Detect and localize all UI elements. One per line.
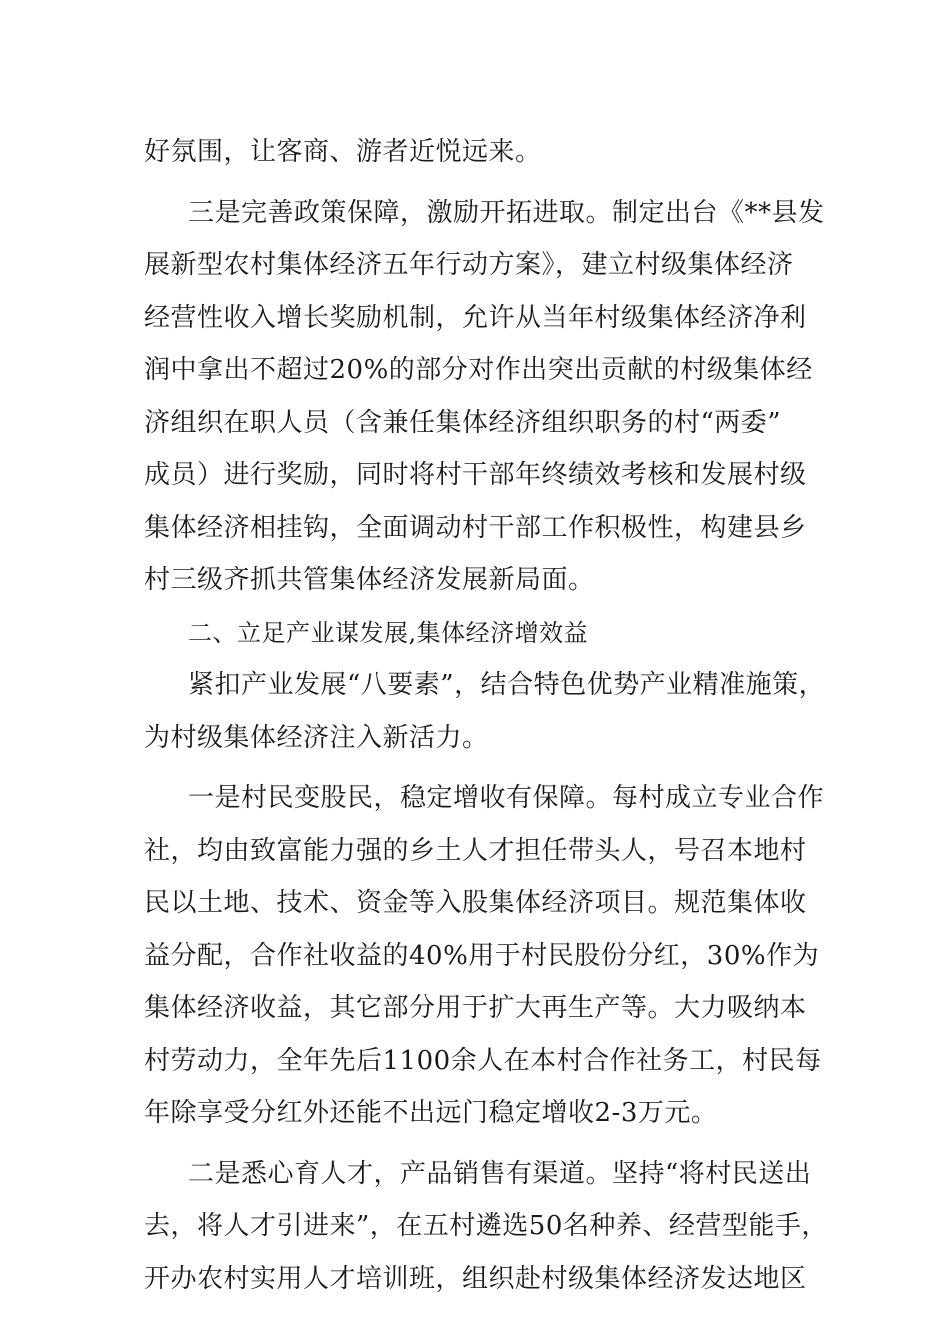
text-line: 集体经济收益，其它部分用于扩大再生产等。大力吸纳本 (144, 993, 807, 1023)
text-line: 开办农村实用人才培训班，组织赴村级集体经济发达地区 (144, 1263, 807, 1294)
text-line: 社，均由致富能力强的乡土人才担任带头人，号召本地村 (144, 835, 807, 866)
text-line: 去，将人才引进来”，在五村遴选50名种养、经营型能手， (144, 1211, 828, 1241)
section-heading: 二、立足产业谋发展,集体经济增效益 (188, 618, 589, 647)
paragraph-start: 二是悉心育人才，产品销售有渠道。坚持“将村民送出 (188, 1158, 812, 1189)
text-line: 润中拿出不超过20%的部分对作出突出贡献的村级集体经 (144, 355, 813, 385)
text-line: 好氛围，让客商、游者近悦远来。 (144, 137, 542, 167)
paragraph-start: 三是完善政策保障，激励开拓进取。制定出台《**县发 (188, 197, 825, 228)
text-line: 经营性收入增长奖励机制，允许从当年村级集体经济净利 (144, 302, 807, 333)
paragraph-start: 紧扣产业发展“八要素”，结合特色优势产业精准施策， (188, 670, 826, 700)
text-line: 集体经济相挂钩，全面调动村干部工作积极性，构建县乡 (144, 512, 807, 543)
text-line: 民以土地、技术、资金等入股集体经济项目。规范集体收 (144, 888, 807, 918)
text-line: 村三级齐抓共管集体经济发展新局面。 (144, 565, 595, 595)
text-line: 成员）进行奖励，同时将村干部年终绩效考核和发展村级 (144, 460, 807, 490)
text-line: 益分配，合作社收益的40%用于村民股份分红，30%作为 (144, 940, 820, 971)
text-line: 村劳动力，全年先后1100余人在本村合作社务工，村民每 (144, 1045, 822, 1076)
paragraph-start: 一是村民变股民，稳定增收有保障。每村成立专业合作 (188, 783, 825, 813)
text-line: 年除享受分红外还能不出远门稳定增收2-3万元。 (144, 1098, 718, 1128)
text-line: 为村级集体经济注入新活力。 (144, 722, 489, 753)
text-line: 济组织在职人员（含兼任集体经济组织职务的村“两委” (144, 407, 782, 438)
text-line: 展新型农村集体经济五年行动方案》，建立村级集体经济 (144, 250, 794, 280)
